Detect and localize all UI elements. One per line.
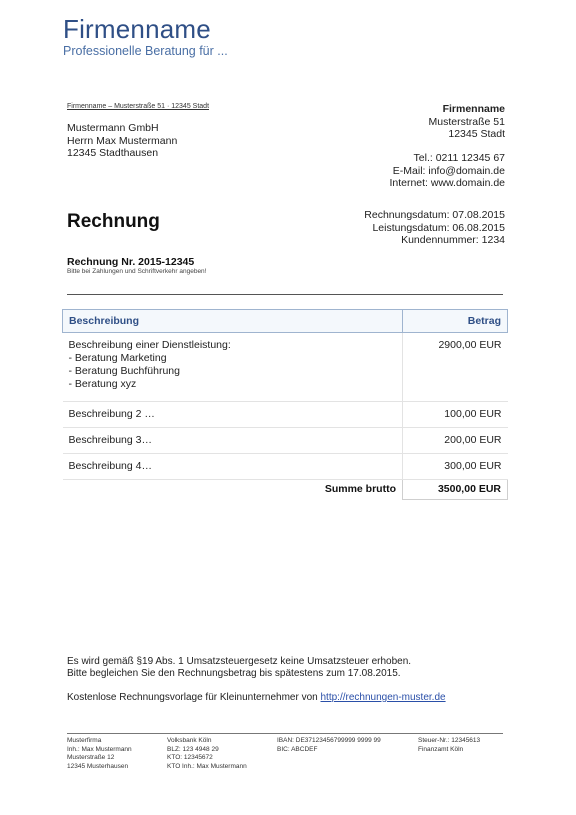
company-contact: [389, 152, 505, 190]
company-logo-name: Firmenname: [63, 14, 211, 44]
item-description: Beschreibung 2 …: [63, 402, 403, 428]
footer-tax-info: [418, 737, 480, 754]
footer-line: Volksbank Köln: [167, 737, 212, 744]
total-row: [63, 480, 508, 500]
total-label: Summe brutto: [324, 483, 396, 495]
customer-number: Kundennummer: 1234: [401, 234, 505, 246]
footer-line: Inh.: Max Mustermann: [67, 745, 132, 753]
item-description-line: - Beratung xyz: [68, 378, 137, 390]
company-address: [429, 103, 505, 141]
invoice-meta: [364, 209, 505, 247]
total-amount: 3500,00 EUR: [403, 480, 508, 500]
template-credit: [67, 692, 446, 703]
table-row: [63, 454, 508, 480]
footer-line: Steuer-Nr.: 12345613: [418, 737, 481, 744]
recipient-line: Mustermann GmbH: [67, 122, 159, 134]
table-header-row: [63, 310, 508, 333]
item-amount: 300,00 EUR: [403, 454, 508, 480]
company-internet: Internet: www.domain.de: [389, 177, 505, 189]
item-description-line: Beschreibung einer Dienstleistung:: [68, 339, 231, 351]
item-amount: 200,00 EUR: [403, 428, 508, 454]
invoice-items-table: [62, 309, 508, 500]
company-street: Musterstraße 51: [428, 115, 505, 128]
company-tagline: Professionelle Beratung für ...: [63, 44, 228, 58]
tax-note: Es wird gemäß §19 Abs. 1 Umsatzsteuergesetz keine Umsatzsteuer erhoben.: [67, 656, 412, 667]
table-row: [63, 428, 508, 454]
footer-line: Musterstraße 12: [67, 754, 115, 761]
invoice-number-hint: Bitte bei Zahlungen und Schriftverkehr angeben!: [67, 268, 207, 275]
company-name: Firmenname: [442, 103, 505, 115]
item-description-line: - Beratung Buchführung: [68, 365, 180, 377]
item-description: Beschreibung 4…: [63, 454, 403, 480]
footer-separator: [67, 733, 503, 734]
invoice-date: Rechnungsdatum: 07.08.2015: [364, 209, 505, 221]
item-amount: 2900,00 EUR: [403, 333, 508, 402]
payment-deadline-note: Bitte begleichen Sie den Rechnungsbetrag bis spätestens zum 17.08.2015.: [67, 668, 401, 679]
item-amount: 100,00 EUR: [403, 402, 508, 428]
company-phone: Tel.: 0211 12345 67: [413, 152, 505, 164]
separator-line: [67, 294, 503, 295]
footer-line: Musterfirma: [67, 737, 102, 744]
sender-address-line: Firmenname – Musterstraße 51 · 12345 Stadt: [67, 103, 210, 110]
service-date: Leistungsdatum: 06.08.2015: [372, 221, 505, 234]
footer-line: BLZ: 123 4948 29: [167, 745, 219, 753]
company-city: 12345 Stadt: [448, 128, 505, 140]
column-header-description: Beschreibung: [63, 310, 403, 333]
column-header-amount: Betrag: [403, 310, 508, 333]
invoice-number: Rechnung Nr. 2015-12345: [67, 256, 195, 268]
template-credit-text: Kostenlose Rechnungsvorlage für Kleinunternehmer von: [67, 692, 321, 703]
footer-company-info: [67, 737, 132, 771]
footer-line: KTO: 12345672: [167, 754, 213, 761]
footer-line: KTO Inh.: Max Mustermann: [167, 762, 247, 770]
footer-line: BIC: ABCDEF: [277, 745, 318, 753]
document-title: Rechnung: [67, 211, 160, 232]
recipient-address: [67, 122, 177, 160]
item-description: Beschreibung 3…: [63, 428, 403, 454]
template-link[interactable]: http://rechnungen-muster.de: [320, 692, 446, 703]
table-row: [63, 402, 508, 428]
item-description-line: - Beratung Marketing: [68, 352, 167, 364]
recipient-line: 12345 Stadthausen: [67, 147, 159, 159]
payment-notes: [67, 656, 411, 680]
company-email: E-Mail: info@domain.de: [392, 164, 505, 177]
recipient-line: Herrn Max Mustermann: [67, 134, 178, 147]
table-row: [63, 333, 508, 402]
footer-iban-info: [277, 737, 381, 754]
footer-line: 12345 Musterhausen: [67, 762, 129, 770]
footer-line: IBAN: DE37123456799999 9999 99: [277, 737, 381, 744]
footer-bank-info: [167, 737, 247, 771]
footer-line: Finanzamt Köln: [418, 745, 464, 753]
item-description: [63, 333, 403, 402]
